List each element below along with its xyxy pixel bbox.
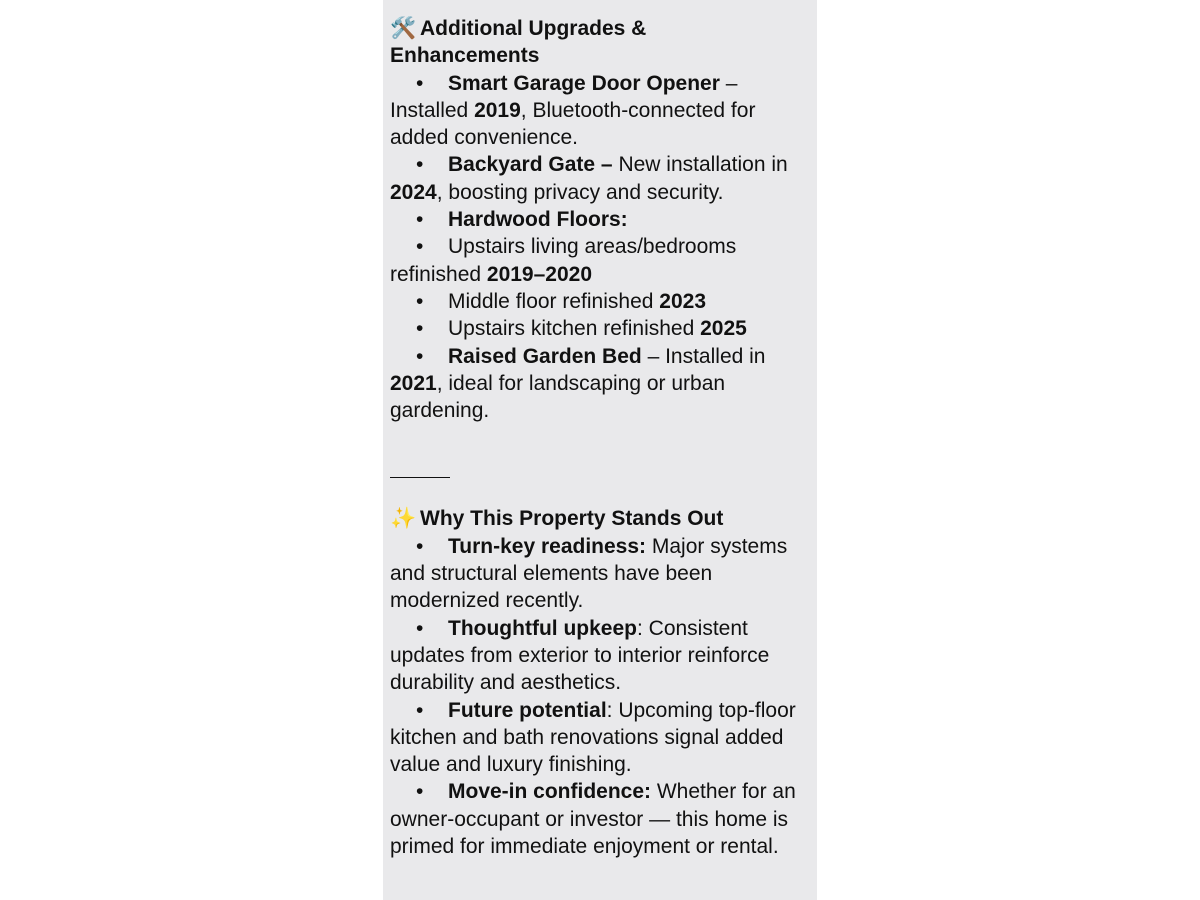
bullet: • (416, 698, 424, 722)
bullet: • (416, 289, 424, 313)
bullet: • (416, 317, 424, 341)
bullet: • (416, 616, 424, 640)
list-item: • Middle floor refinished 2023 (390, 288, 815, 315)
section-heading-upgrades: 🛠️ Additional Upgrades & Enhancements (390, 17, 647, 68)
list-item: • Smart Garage Door Opener – Installed 2019, Bluetooth-connected for added convenience. (390, 71, 756, 150)
list-item: • Upstairs kitchen refinished 2025 (390, 315, 815, 342)
bullet: • (416, 344, 424, 368)
message-text (390, 15, 815, 860)
list-item: • Turn-key readiness: Major systems and structural elements have been modernized recently. (390, 534, 788, 613)
list-item: • Upstairs living areas/bedrooms refinished 2019–2020 (390, 235, 737, 286)
bullet: • (416, 780, 424, 804)
list-item: • Future potential: Upcoming top-floor kitchen and bath renovations signal added value and luxury finishing. (390, 698, 796, 777)
bullet: • (416, 235, 424, 259)
bullet: • (416, 534, 424, 558)
list-item: • Move-in confidence: Whether for an owner-occupant or investor — this home is primed for immediate enjoyment or rental. (390, 780, 796, 859)
bullet: • (416, 71, 424, 95)
list-item: • Hardwood Floors: (390, 206, 815, 233)
spacer (390, 478, 815, 505)
sparkles-icon: ✨ (390, 507, 417, 531)
bullet: • (416, 208, 424, 232)
tools-icon: 🛠️ (390, 17, 417, 40)
list-item: • Thoughtful upkeep: Consistent updates from exterior to interior reinforce durability and aesthetics. (390, 616, 770, 695)
spacer (390, 424, 815, 451)
bullet: • (416, 153, 424, 177)
divider (390, 451, 815, 478)
list-item: • Backyard Gate – New installation in 2024, boosting privacy and security. (390, 153, 788, 204)
section-heading-standout: ✨ Why This Property Stands Out (390, 505, 815, 532)
list-item: • Raised Garden Bed – Installed in 2021, ideal for landscaping or urban gardening. (390, 344, 766, 423)
